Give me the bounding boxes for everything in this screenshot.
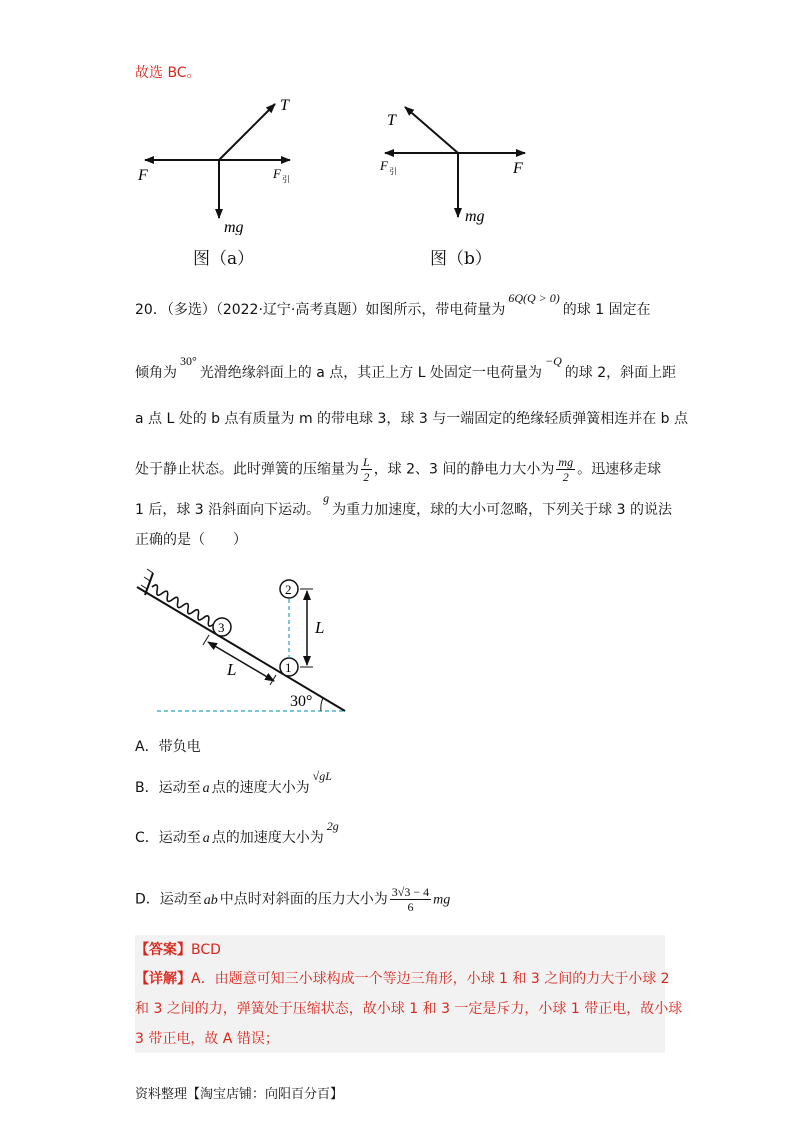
- fraction-num: L: [363, 455, 370, 469]
- label-mg: mg: [224, 219, 244, 235]
- label-T: T: [280, 97, 289, 114]
- question-text: ，球 2、3 间的静电力大小为: [373, 461, 555, 478]
- question-text: 20．（多选）（2022·辽宁·高考真题）如图所示，带电荷量为: [135, 302, 506, 318]
- option-d: [135, 885, 450, 914]
- label-angle: 30°: [290, 693, 313, 710]
- label-L-vertical: L: [315, 618, 325, 637]
- option-c: [135, 819, 342, 849]
- footer-credit: 资料整理【淘宝店铺：向阳百分百】: [135, 1087, 344, 1102]
- question-text: 光滑绝缘斜面上的 a 点，其正上方 L 处固定一电荷量为: [199, 365, 542, 381]
- ball-1-label: 1: [285, 660, 292, 675]
- question-line-2: [135, 354, 677, 383]
- answer-line: [135, 940, 221, 960]
- option-text: 点的加速度大小为: [211, 830, 324, 846]
- question-text: 倾角为: [135, 365, 177, 381]
- question-line-1: [135, 291, 651, 320]
- detail-line-3: 3 带正电，故 A 错误；: [135, 1031, 279, 1047]
- fraction-L-over-2: [361, 455, 372, 484]
- option-text: 点的速度大小为: [211, 780, 310, 796]
- fraction-den: 6: [407, 900, 414, 914]
- fraction-den: 2: [562, 470, 569, 484]
- math-2g: 2g: [326, 819, 339, 833]
- question-text: 1 后，球 3 沿斜面向下运动。: [135, 502, 321, 518]
- previous-answer: 故选 BC。: [135, 65, 201, 81]
- label-yin-sub: 引: [389, 167, 397, 176]
- detail-text: A．由题意可知三小球构成一个等边三角形，小球 1 和 3 之间的力大于小球 2: [191, 971, 670, 987]
- ball-2-label: 2: [285, 582, 292, 597]
- label-F-yin: F: [273, 166, 281, 181]
- option-text: C．运动至: [135, 830, 201, 846]
- detail-line-2: 和 3 之间的力，弹簧处于压缩状态，故小球 1 和 3 一定是斥力，小球 1 带正电，故小球: [135, 1001, 683, 1017]
- math-charge: 6Q(Q > 0): [508, 291, 560, 305]
- question-text: 为重力加速度，球的大小可忽略，下列关于球 3 的说法: [332, 502, 672, 518]
- label-T: T: [387, 112, 396, 129]
- math-sqrt-gL: √gL: [312, 769, 332, 783]
- caption-a: 图（a）: [193, 249, 255, 269]
- math-a: a: [202, 831, 210, 846]
- force-diagram-b: [375, 95, 545, 230]
- label-L-slope: L: [227, 660, 237, 679]
- math-mg: mg: [433, 892, 451, 908]
- question-text: 的球 1 固定在: [562, 302, 651, 318]
- incline-diagram: [135, 565, 365, 725]
- answer-box: [135, 935, 683, 1053]
- question-line-4: [135, 455, 661, 484]
- question-text: 。迅速移走球: [577, 461, 662, 478]
- question-text: 的球 2，斜面上距: [564, 365, 677, 381]
- option-a: A．带负电: [135, 739, 201, 755]
- label-mg: mg: [465, 208, 485, 225]
- detail-line-1: [135, 969, 670, 989]
- question-line-5: [135, 491, 672, 520]
- fraction-d: [390, 885, 431, 914]
- option-text: 中点时对斜面的压力大小为: [219, 891, 388, 908]
- option-text: B．运动至: [135, 780, 201, 796]
- option-text: D．运动至: [135, 891, 202, 908]
- label-F: F: [513, 160, 523, 177]
- force-diagram-a: [120, 90, 320, 235]
- fraction-mg-over-2: [556, 455, 575, 484]
- math-a: a: [202, 781, 210, 796]
- fraction-den: 2: [363, 470, 370, 484]
- answer-label: 【答案】: [135, 942, 191, 958]
- question-line-6: 正确的是（ ）: [135, 532, 247, 548]
- option-b: [135, 769, 335, 799]
- fraction-num: mg: [558, 455, 574, 469]
- label-F-yin: F: [380, 158, 388, 173]
- question-text: 处于静止状态。此时弹簧的压缩量为: [135, 461, 359, 478]
- math-ab: ab: [203, 892, 218, 908]
- ball-3-label: 3: [218, 620, 225, 635]
- answer-value: BCD: [191, 942, 221, 958]
- label-F: F: [138, 167, 148, 184]
- math-angle: 30°: [180, 354, 197, 368]
- detail-label: 【详解】: [135, 971, 191, 987]
- label-yin-sub: 引: [282, 175, 290, 184]
- math-charge-neg: −Q: [545, 354, 562, 368]
- math-g: g: [323, 491, 330, 505]
- question-line-3: a 点 L 处的 b 点有质量为 m 的带电球 3，球 3 与一端固定的绝缘轻质弹簧相连并在 b 点: [135, 411, 689, 427]
- fraction-num: 3√3 − 4: [391, 885, 430, 899]
- caption-b: 图（b）: [430, 249, 492, 269]
